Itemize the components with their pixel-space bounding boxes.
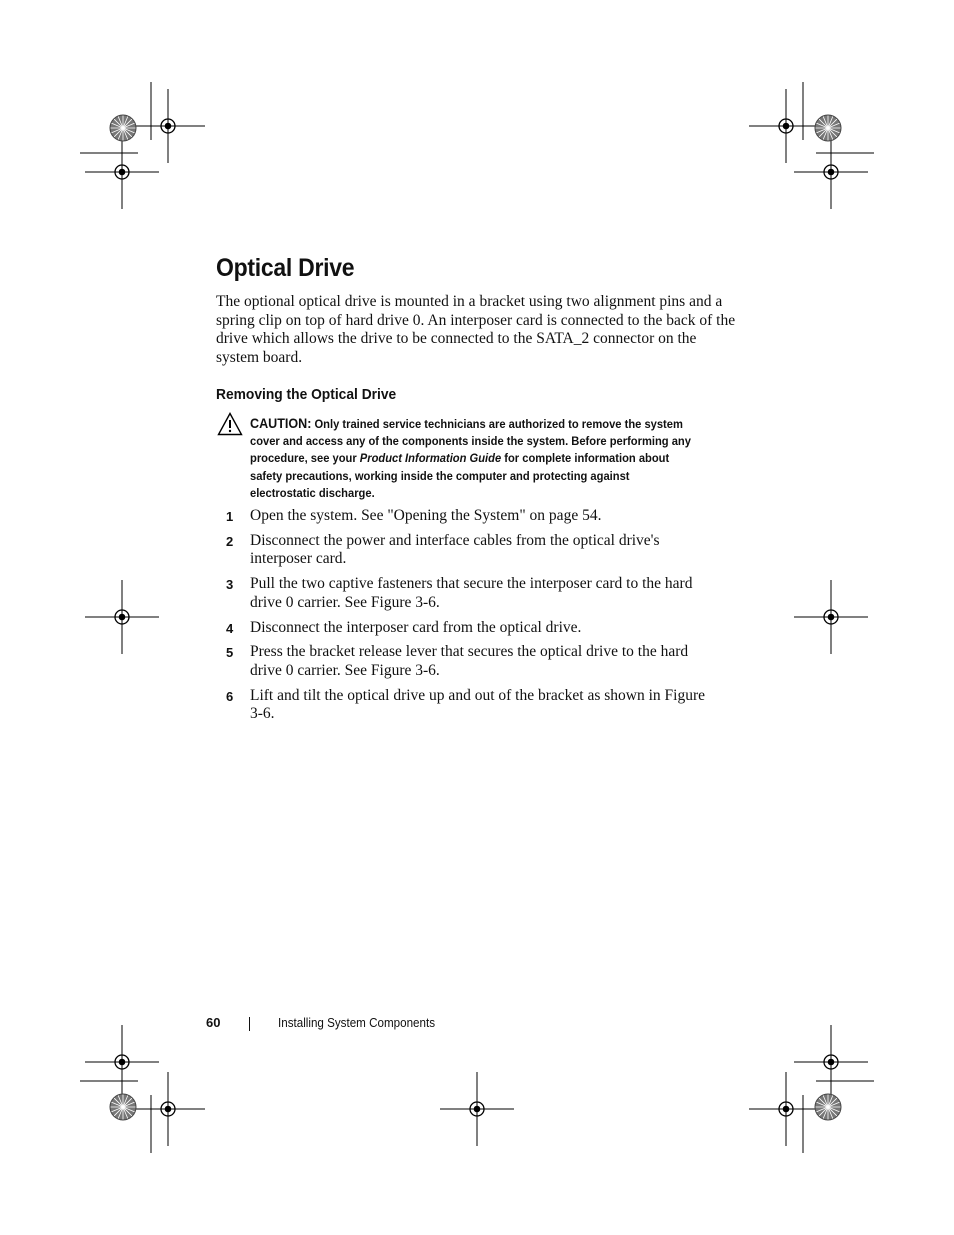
step-number: 5 bbox=[226, 645, 234, 661]
section-title: Removing the Optical Drive bbox=[216, 386, 397, 403]
footer-divider bbox=[249, 1017, 250, 1031]
registration-crosshair-icon bbox=[131, 89, 205, 163]
step-number: 3 bbox=[226, 577, 234, 593]
caution-guide-title: Product Information Guide bbox=[359, 451, 502, 466]
list-item bbox=[216, 575, 716, 612]
intro-paragraph: The optional optical drive is mounted in a bracket using two alignment pins and a spring clip on top of hard drive 0. An interposer card is connected to the back of the drive which allows the drive to be connected to the SATA_2 connector on the system board. bbox=[216, 293, 736, 367]
caution-text-after: for complete information about safety precautions, working inside the computer and protecting against electrostatic discharge. bbox=[250, 451, 670, 500]
step-text: Disconnect the interposer card from the optical drive. bbox=[250, 618, 582, 636]
list-item bbox=[216, 687, 716, 724]
starburst-target-icon bbox=[110, 1094, 136, 1120]
registration-crosshair-icon bbox=[749, 89, 823, 163]
registration-crosshair-icon bbox=[794, 1025, 868, 1099]
registration-crosshair-icon bbox=[85, 580, 159, 654]
list-item bbox=[216, 532, 716, 569]
step-text: Lift and tilt the optical drive up and out of the bracket as shown in Figure 3-6. bbox=[250, 686, 705, 723]
registration-crosshair-icon bbox=[131, 1072, 205, 1146]
step-text: Pull the two captive fasteners that secure the interposer card to the hard drive 0 carrier. See Figure 3-6. bbox=[250, 575, 693, 611]
list-item bbox=[216, 619, 716, 638]
caution-notice bbox=[250, 415, 692, 502]
caution-triangle-icon bbox=[217, 412, 243, 436]
list-item bbox=[216, 507, 716, 526]
step-number: 1 bbox=[226, 509, 234, 524]
caution-label: CAUTION: bbox=[250, 416, 312, 431]
page-number: 60 bbox=[206, 1015, 221, 1030]
registration-crosshair-icon bbox=[749, 1072, 823, 1146]
starburst-target-icon bbox=[815, 1094, 841, 1120]
step-text: Disconnect the power and interface cables from the optical drive's interposer card. bbox=[250, 531, 660, 568]
step-text: Press the bracket release lever that secures the optical drive to the hard drive 0 carrier. See Figure 3-6. bbox=[250, 643, 689, 679]
registration-crosshair-icon bbox=[85, 135, 159, 209]
page-title: Optical Drive bbox=[216, 254, 355, 282]
procedure-steps bbox=[216, 507, 716, 730]
step-text: Open the system. See "Opening the System" on page 54. bbox=[250, 507, 602, 524]
caution-text-before: Only trained service technicians are authorized to remove the system cover and access any of the components inside the system. Before performing any procedure, see your bbox=[250, 417, 691, 466]
chapter-name: Installing System Components bbox=[278, 1016, 436, 1030]
starburst-target-icon bbox=[815, 115, 841, 141]
registration-crosshair-icon bbox=[794, 580, 868, 654]
registration-crosshair-icon bbox=[794, 135, 868, 209]
step-number: 4 bbox=[226, 620, 234, 636]
starburst-target-icon bbox=[110, 115, 136, 141]
step-number: 6 bbox=[226, 688, 234, 704]
list-item bbox=[216, 643, 716, 680]
registration-crosshair-icon bbox=[440, 1072, 514, 1146]
step-number: 2 bbox=[226, 533, 234, 549]
registration-crosshair-icon bbox=[85, 1025, 159, 1099]
